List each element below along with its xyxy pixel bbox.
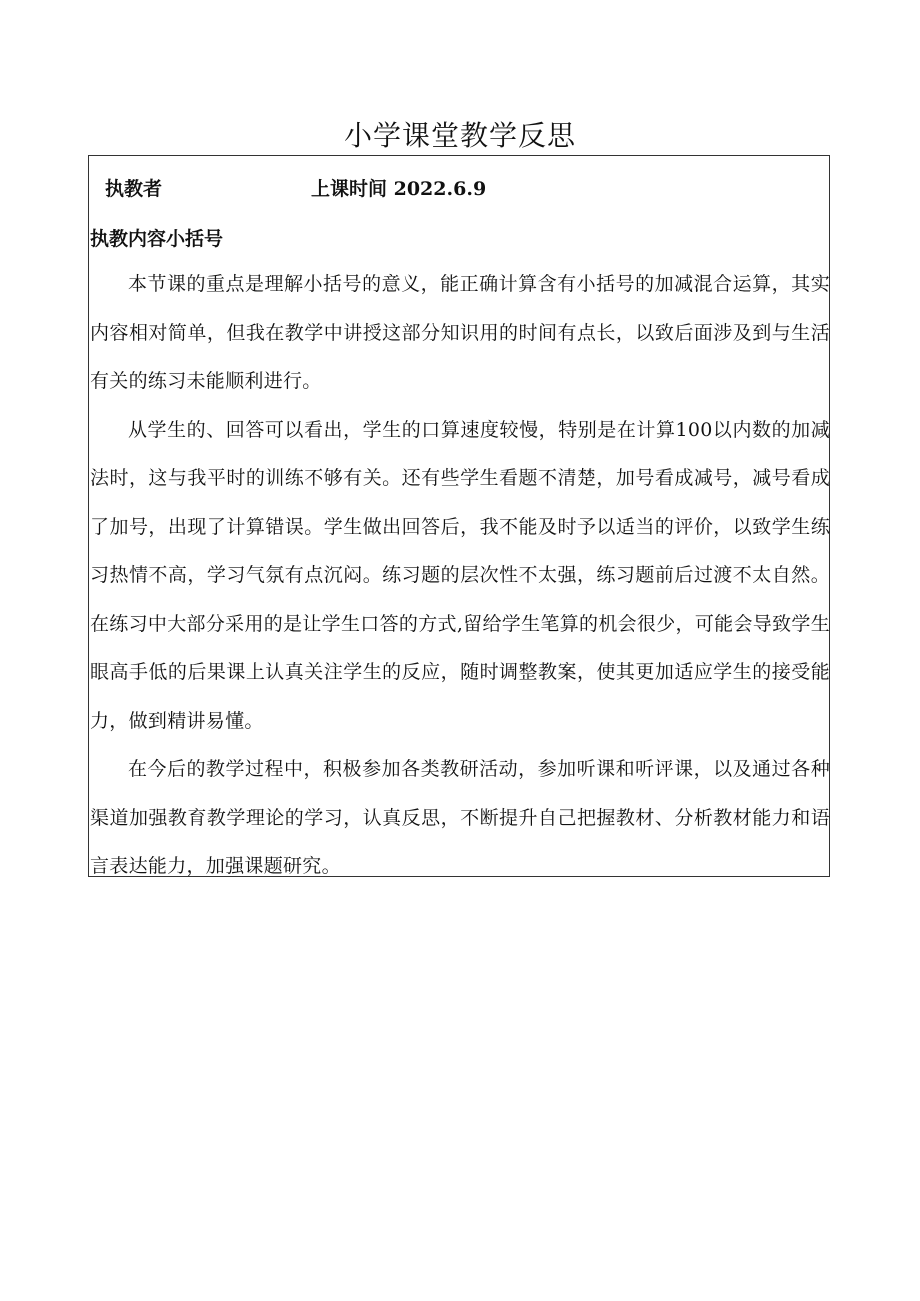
reflection-paragraph: 本节课的重点是理解小括号的意义，能正确计算含有小括号的加减混合运算，其实内容相对简单，但我在教学中讲授这部分知识用的时间有点长，以致后面涉及到与生活有关的练习未能顺利进行。: [90, 273, 830, 392]
reflection-table: [88, 155, 830, 877]
reflection-paragraph: 在今后的教学过程中，积极参加各类教研活动，参加听课和听评课，以及通过各种渠道加强教育教学理论的学习，认真反思，不断提升自己把握教材、分析教材能力和语言表达能力，加强课题研究。: [90, 758, 830, 877]
reflection-body: [90, 260, 830, 891]
teacher-label: 执教者: [105, 178, 163, 200]
lesson-subject: 执教内容小括号: [90, 228, 224, 250]
document-title: 小学课堂教学反思: [343, 119, 576, 152]
lesson-date: 上课时间 2022.6.9: [311, 178, 487, 200]
reflection-paragraph: 从学生的、回答可以看出，学生的口算速度较慢，特别是在计算100以内数的加减法时，这与我平时的训练不够有关。还有些学生看题不清楚，加号看成减号，减号看成了加号，出现了计算错误。学生做出回答后，我不能及时予以适当的评价，以致学生练习热情不高，学习气氛有点沉闷。练习题的层次性不太强，练习题前后过渡不太自然。在练习中大部分采用的是让学生口答的方式,留给学生笔算的机会很少，可能会导致学生眼高手低的后果课上认真关注学生的反应，随时调整教案，使其更加适应学生的接受能力，做到精讲易懂。: [90, 418, 830, 732]
